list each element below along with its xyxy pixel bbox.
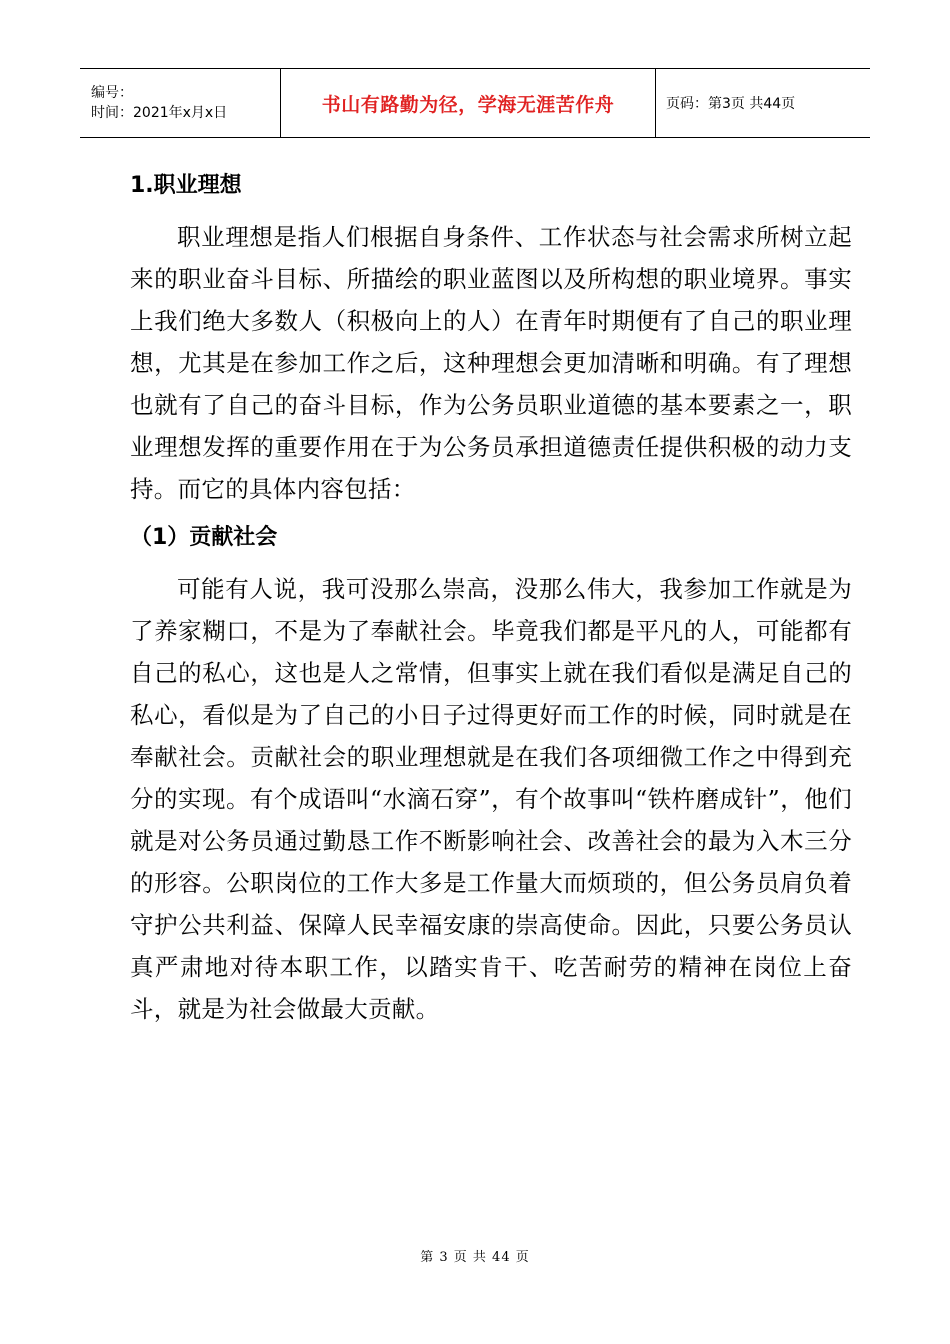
header-motto-cell	[281, 69, 656, 137]
document-number-label: 编号：	[91, 85, 133, 101]
header-motto: 书山有路勤为径，学海无涯苦作舟	[321, 93, 615, 116]
document-time-label: 时间：2021年x月x日	[91, 105, 228, 121]
section-heading-career-ideal: 1.职业理想	[130, 173, 242, 198]
document-header	[80, 68, 870, 138]
header-meta-cell	[80, 69, 281, 137]
document-body	[130, 168, 852, 1030]
paragraph-contribute-society: 可能有人说，我可没那么崇高，没那么伟大，我参加工作就是为了养家糊口，不是为了奉献社会。毕竟我们都是平凡的人，可能都有自己的私心，这也是人之常情，但事实上就在我们看似是满足自己的私心，看似是为了自己的小日子过得更好而工作的时候，同时就是在奉献社会。贡献社会的职业理想就是在我们各项细微工作之中得到充分的实现。有个成语叫“水滴石穿”，有个故事叫“铁杵磨成针”，他们就是对公务员通过勤恳工作不断影响社会、改善社会的最为入木三分的形容。公职岗位的工作大多是工作量大而烦琐的，但公务员肩负着守护公共利益、保障人民幸福安康的崇高使命。因此，只要公务员认真严肃地对待本职工作，以踏实肯干、吃苦耐劳的精神在岗位上奋斗，就是为社会做最大贡献。	[130, 575, 852, 1023]
page-footer: 第 3 页 共 44 页	[420, 1250, 530, 1265]
header-page-label: 页码：第3页 共44页	[666, 96, 796, 112]
paragraph-career-ideal: 职业理想是指人们根据自身条件、工作状态与社会需求所树立起来的职业奋斗目标、所描绘的职业蓝图以及所构想的职业境界。事实上我们绝大多数人（积极向上的人）在青年时期便有了自己的职业理想，尤其是在参加工作之后，这种理想会更加清晰和明确。有了理想也就有了自己的奋斗目标，作为公务员职业道德的基本要素之一，职业理想发挥的重要作用在于为公务员承担道德责任提供积极的动力支持。而它的具体内容包括：	[130, 223, 852, 503]
header-page-cell	[656, 69, 870, 137]
subsection-heading-contribute-society: （1）贡献社会	[130, 525, 278, 550]
